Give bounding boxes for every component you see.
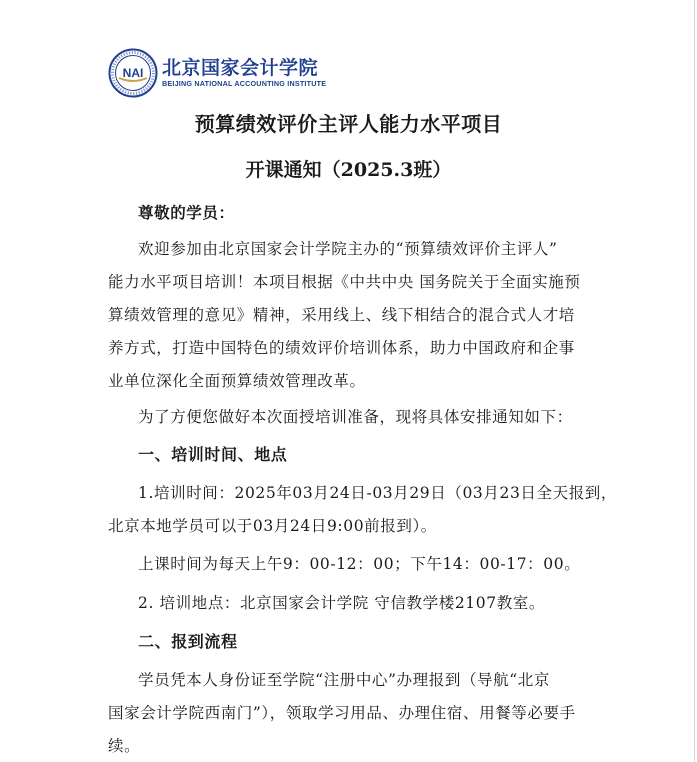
class-hours-line: 上课时间为每天上午9：00-12：00；下午14：00-17：00。 — [138, 555, 581, 573]
intro-line: 欢迎参加由北京国家会计学院主办的“预算绩效评价主评人” — [138, 240, 558, 258]
training-location-line: 2. 培训地点：北京国家会计学院 守信教学楼2107教室。 — [138, 594, 545, 612]
section-heading-registration: 二、报到流程 — [138, 632, 238, 651]
registration-line: 学员凭本人身份证至学院“注册中心”办理报到（导航“北京 — [138, 671, 550, 689]
intro-line: 业单位深化全面预算绩效管理改革。 — [108, 372, 366, 390]
document-subtitle: 开课通知（2025.3班） — [245, 159, 452, 181]
salutation: 尊敬的学员： — [138, 203, 235, 222]
training-time-line: 北京本地学员可以于03月24日9:00前报到）。 — [108, 517, 437, 535]
institute-logo — [108, 46, 326, 100]
notice-line: 为了方便您做好本次面授培训准备，现将具体安排通知如下： — [138, 408, 573, 426]
institute-name-en: BEIJING NATIONAL ACCOUNTING INSTITUTE — [162, 79, 327, 88]
document-title: 预算绩效评价主评人能力水平项目 — [194, 112, 503, 136]
institute-name-cn: 北京国家会计学院 — [162, 57, 319, 79]
training-time-line: 1.培训时间：2025年03月24日-03月29日（03月23日全天报到， — [138, 484, 618, 502]
intro-line: 能力水平项目培训！本项目根据《中共中央 国务院关于全面实施预 — [108, 273, 581, 291]
emblem-letters: NAI — [122, 66, 144, 80]
intro-line: 算绩效管理的意见》精神，采用线上、线下相结合的混合式人才培 — [108, 306, 575, 324]
institute-emblem-icon — [108, 48, 158, 98]
intro-line: 养方式，打造中国特色的绩效评价培训体系，助力中国政府和企事 — [108, 339, 575, 357]
section-heading-time-location: 一、培训时间、地点 — [138, 445, 288, 464]
registration-line: 续。 — [108, 737, 141, 755]
registration-line: 国家会计学院西南门”），领取学习用品、办理住宿、用餐等必要手 — [108, 704, 576, 722]
